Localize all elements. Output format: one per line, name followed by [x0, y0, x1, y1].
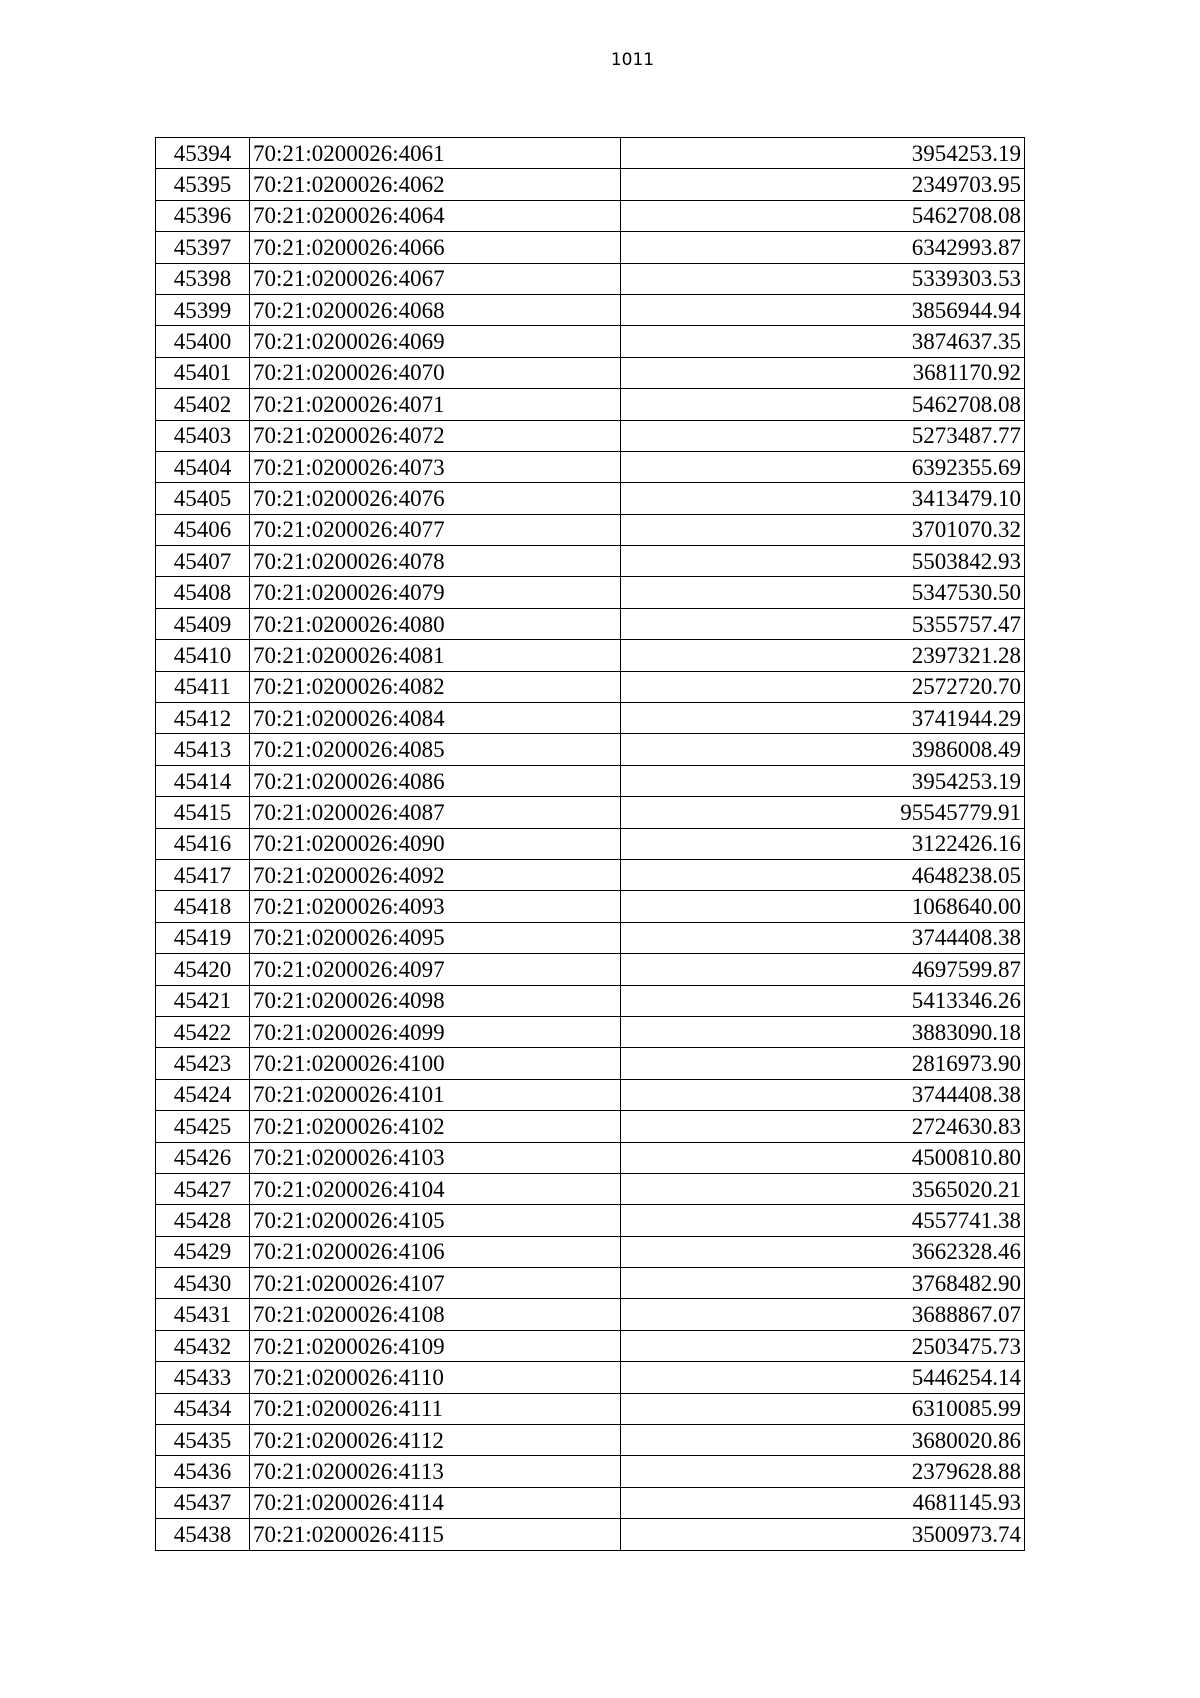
cadastral-number-cell: 70:21:0200026:4103: [250, 1142, 621, 1173]
cadastral-number-cell: 70:21:0200026:4067: [250, 263, 621, 294]
cadastral-number-cell: 70:21:0200026:4107: [250, 1268, 621, 1299]
cadastral-number-cell: 70:21:0200026:4078: [250, 546, 621, 577]
cadastral-number-cell: 70:21:0200026:4070: [250, 357, 621, 388]
row-number-cell: 45402: [156, 389, 250, 420]
row-number-cell: 45420: [156, 954, 250, 985]
value-cell: 3744408.38: [621, 1079, 1025, 1110]
row-number-cell: 45407: [156, 546, 250, 577]
table-row: [156, 263, 1025, 294]
row-number-cell: 45429: [156, 1236, 250, 1267]
cadastral-number-cell: 70:21:0200026:4112: [250, 1425, 621, 1456]
cadastral-number-cell: 70:21:0200026:4061: [250, 138, 621, 169]
cadastral-number-cell: 70:21:0200026:4073: [250, 451, 621, 482]
table-row: [156, 640, 1025, 671]
table-row: [156, 389, 1025, 420]
table-row: [156, 922, 1025, 953]
cadastral-number-cell: 70:21:0200026:4110: [250, 1362, 621, 1393]
table-row: [156, 797, 1025, 828]
cadastral-number-cell: 70:21:0200026:4079: [250, 577, 621, 608]
table-row: [156, 954, 1025, 985]
cadastral-number-cell: 70:21:0200026:4115: [250, 1519, 621, 1550]
value-cell: 3954253.19: [621, 765, 1025, 796]
table-row: [156, 1236, 1025, 1267]
row-number-cell: 45423: [156, 1048, 250, 1079]
table-row: [156, 357, 1025, 388]
row-number-cell: 45419: [156, 922, 250, 953]
value-cell: 4648238.05: [621, 859, 1025, 890]
cadastral-number-cell: 70:21:0200026:4099: [250, 1016, 621, 1047]
row-number-cell: 45417: [156, 859, 250, 890]
table-row: [156, 1048, 1025, 1079]
row-number-cell: 45400: [156, 326, 250, 357]
row-number-cell: 45394: [156, 138, 250, 169]
table-row: [156, 1456, 1025, 1487]
table-row: [156, 169, 1025, 200]
row-number-cell: 45404: [156, 451, 250, 482]
cadastral-number-cell: 70:21:0200026:4062: [250, 169, 621, 200]
cadastral-number-cell: 70:21:0200026:4098: [250, 985, 621, 1016]
value-cell: 2397321.28: [621, 640, 1025, 671]
row-number-cell: 45433: [156, 1362, 250, 1393]
table-row: [156, 546, 1025, 577]
value-cell: 2503475.73: [621, 1330, 1025, 1361]
value-cell: 3500973.74: [621, 1519, 1025, 1550]
cadastral-number-cell: 70:21:0200026:4101: [250, 1079, 621, 1110]
value-cell: 6392355.69: [621, 451, 1025, 482]
value-cell: 6342993.87: [621, 232, 1025, 263]
row-number-cell: 45425: [156, 1111, 250, 1142]
value-cell: 5462708.08: [621, 389, 1025, 420]
table-row: [156, 1299, 1025, 1330]
value-cell: 5273487.77: [621, 420, 1025, 451]
row-number-cell: 45434: [156, 1393, 250, 1424]
row-number-cell: 45411: [156, 671, 250, 702]
registry-table-body: [156, 138, 1025, 1551]
value-cell: 3768482.90: [621, 1268, 1025, 1299]
row-number-cell: 45431: [156, 1299, 250, 1330]
table-row: [156, 1519, 1025, 1550]
table-row: [156, 1487, 1025, 1518]
cadastral-number-cell: 70:21:0200026:4072: [250, 420, 621, 451]
value-cell: 4681145.93: [621, 1487, 1025, 1518]
cadastral-number-cell: 70:21:0200026:4064: [250, 200, 621, 231]
cadastral-number-cell: 70:21:0200026:4090: [250, 828, 621, 859]
table-row: [156, 859, 1025, 890]
table-row: [156, 671, 1025, 702]
cadastral-number-cell: 70:21:0200026:4106: [250, 1236, 621, 1267]
value-cell: 95545779.91: [621, 797, 1025, 828]
value-cell: 5413346.26: [621, 985, 1025, 1016]
value-cell: 3741944.29: [621, 703, 1025, 734]
cadastral-number-cell: 70:21:0200026:4084: [250, 703, 621, 734]
table-row: [156, 420, 1025, 451]
value-cell: 3681170.92: [621, 357, 1025, 388]
table-row: [156, 1330, 1025, 1361]
value-cell: 2724630.83: [621, 1111, 1025, 1142]
value-cell: 2572720.70: [621, 671, 1025, 702]
value-cell: 3986008.49: [621, 734, 1025, 765]
row-number-cell: 45406: [156, 514, 250, 545]
value-cell: 3413479.10: [621, 483, 1025, 514]
value-cell: 4697599.87: [621, 954, 1025, 985]
cadastral-number-cell: 70:21:0200026:4081: [250, 640, 621, 671]
table-row: [156, 1425, 1025, 1456]
value-cell: 3744408.38: [621, 922, 1025, 953]
row-number-cell: 45424: [156, 1079, 250, 1110]
value-cell: 3856944.94: [621, 294, 1025, 325]
value-cell: 3688867.07: [621, 1299, 1025, 1330]
row-number-cell: 45399: [156, 294, 250, 325]
row-number-cell: 45403: [156, 420, 250, 451]
table-row: [156, 451, 1025, 482]
row-number-cell: 45421: [156, 985, 250, 1016]
value-cell: 5339303.53: [621, 263, 1025, 294]
value-cell: 5462708.08: [621, 200, 1025, 231]
value-cell: 3701070.32: [621, 514, 1025, 545]
table-row: [156, 232, 1025, 263]
table-row: [156, 200, 1025, 231]
cadastral-number-cell: 70:21:0200026:4071: [250, 389, 621, 420]
row-number-cell: 45436: [156, 1456, 250, 1487]
row-number-cell: 45428: [156, 1205, 250, 1236]
cadastral-number-cell: 70:21:0200026:4093: [250, 891, 621, 922]
table-row: [156, 1016, 1025, 1047]
value-cell: 2349703.95: [621, 169, 1025, 200]
row-number-cell: 45422: [156, 1016, 250, 1047]
cadastral-number-cell: 70:21:0200026:4069: [250, 326, 621, 357]
cadastral-number-cell: 70:21:0200026:4085: [250, 734, 621, 765]
row-number-cell: 45413: [156, 734, 250, 765]
cadastral-number-cell: 70:21:0200026:4105: [250, 1205, 621, 1236]
row-number-cell: 45397: [156, 232, 250, 263]
table-row: [156, 514, 1025, 545]
cadastral-number-cell: 70:21:0200026:4087: [250, 797, 621, 828]
row-number-cell: 45401: [156, 357, 250, 388]
table-row: [156, 1142, 1025, 1173]
row-number-cell: 45430: [156, 1268, 250, 1299]
cadastral-number-cell: 70:21:0200026:4104: [250, 1173, 621, 1204]
cadastral-number-cell: 70:21:0200026:4086: [250, 765, 621, 796]
value-cell: 5355757.47: [621, 608, 1025, 639]
table-row: [156, 703, 1025, 734]
row-number-cell: 45438: [156, 1519, 250, 1550]
value-cell: 3883090.18: [621, 1016, 1025, 1047]
row-number-cell: 45437: [156, 1487, 250, 1518]
cadastral-number-cell: 70:21:0200026:4077: [250, 514, 621, 545]
value-cell: 3662328.46: [621, 1236, 1025, 1267]
cadastral-number-cell: 70:21:0200026:4109: [250, 1330, 621, 1361]
value-cell: 3680020.86: [621, 1425, 1025, 1456]
row-number-cell: 45415: [156, 797, 250, 828]
cadastral-number-cell: 70:21:0200026:4108: [250, 1299, 621, 1330]
table-row: [156, 326, 1025, 357]
cadastral-number-cell: 70:21:0200026:4111: [250, 1393, 621, 1424]
table-row: [156, 1362, 1025, 1393]
cadastral-number-cell: 70:21:0200026:4076: [250, 483, 621, 514]
table-row: [156, 1268, 1025, 1299]
cadastral-number-cell: 70:21:0200026:4092: [250, 859, 621, 890]
row-number-cell: 45427: [156, 1173, 250, 1204]
row-number-cell: 45418: [156, 891, 250, 922]
registry-table: [155, 137, 1025, 1551]
value-cell: 2379628.88: [621, 1456, 1025, 1487]
cadastral-number-cell: 70:21:0200026:4068: [250, 294, 621, 325]
row-number-cell: 45395: [156, 169, 250, 200]
table-row: [156, 828, 1025, 859]
row-number-cell: 45412: [156, 703, 250, 734]
value-cell: 5446254.14: [621, 1362, 1025, 1393]
row-number-cell: 45398: [156, 263, 250, 294]
cadastral-number-cell: 70:21:0200026:4066: [250, 232, 621, 263]
row-number-cell: 45408: [156, 577, 250, 608]
row-number-cell: 45409: [156, 608, 250, 639]
row-number-cell: 45396: [156, 200, 250, 231]
table-row: [156, 1111, 1025, 1142]
table-row: [156, 294, 1025, 325]
value-cell: 5503842.93: [621, 546, 1025, 577]
table-row: [156, 765, 1025, 796]
value-cell: 3954253.19: [621, 138, 1025, 169]
row-number-cell: 45416: [156, 828, 250, 859]
table-row: [156, 1079, 1025, 1110]
table-row: [156, 483, 1025, 514]
cadastral-number-cell: 70:21:0200026:4082: [250, 671, 621, 702]
value-cell: 2816973.90: [621, 1048, 1025, 1079]
cadastral-number-cell: 70:21:0200026:4097: [250, 954, 621, 985]
table-row: [156, 608, 1025, 639]
value-cell: 4500810.80: [621, 1142, 1025, 1173]
value-cell: 3122426.16: [621, 828, 1025, 859]
cadastral-number-cell: 70:21:0200026:4102: [250, 1111, 621, 1142]
value-cell: 3565020.21: [621, 1173, 1025, 1204]
value-cell: 5347530.50: [621, 577, 1025, 608]
table-row: [156, 891, 1025, 922]
cadastral-number-cell: 70:21:0200026:4095: [250, 922, 621, 953]
cadastral-number-cell: 70:21:0200026:4113: [250, 1456, 621, 1487]
table-row: [156, 577, 1025, 608]
table-row: [156, 1205, 1025, 1236]
cadastral-number-cell: 70:21:0200026:4080: [250, 608, 621, 639]
table-row: [156, 1173, 1025, 1204]
row-number-cell: 45426: [156, 1142, 250, 1173]
row-number-cell: 45435: [156, 1425, 250, 1456]
value-cell: 6310085.99: [621, 1393, 1025, 1424]
value-cell: 3874637.35: [621, 326, 1025, 357]
table-row: [156, 734, 1025, 765]
page-number: 1011: [610, 50, 655, 70]
value-cell: 1068640.00: [621, 891, 1025, 922]
cadastral-number-cell: 70:21:0200026:4100: [250, 1048, 621, 1079]
row-number-cell: 45405: [156, 483, 250, 514]
table-row: [156, 1393, 1025, 1424]
row-number-cell: 45432: [156, 1330, 250, 1361]
table-row: [156, 138, 1025, 169]
value-cell: 4557741.38: [621, 1205, 1025, 1236]
cadastral-number-cell: 70:21:0200026:4114: [250, 1487, 621, 1518]
table-row: [156, 985, 1025, 1016]
row-number-cell: 45414: [156, 765, 250, 796]
row-number-cell: 45410: [156, 640, 250, 671]
